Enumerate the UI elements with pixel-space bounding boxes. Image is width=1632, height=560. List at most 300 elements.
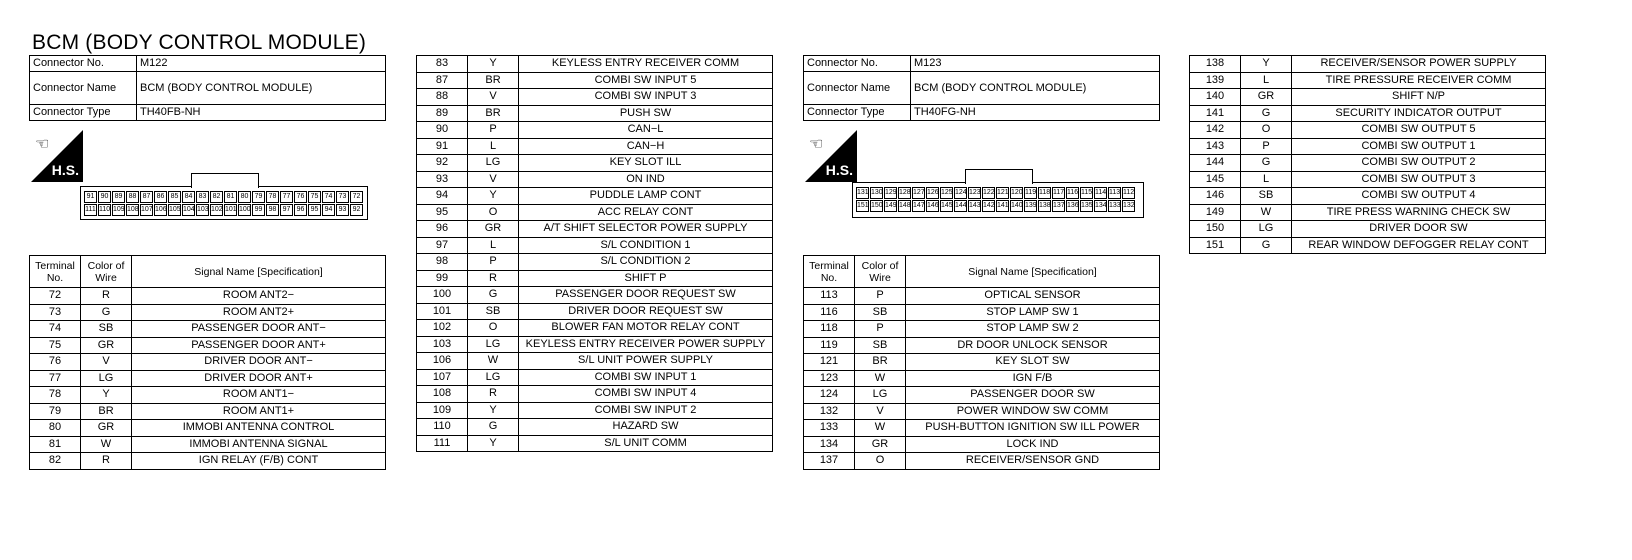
signal-name: KEYLESS ENTRY RECEIVER COMM (519, 56, 773, 73)
table-row (30, 370, 386, 387)
wire-color: O (1241, 122, 1292, 139)
wire-color: P (468, 254, 519, 271)
pin-cell: 92 (350, 204, 363, 216)
pin-cell: 134 (1094, 200, 1107, 212)
table-row (417, 237, 773, 254)
terminal-number: 119 (804, 337, 855, 354)
table-row (1190, 72, 1546, 89)
table-row (1190, 56, 1546, 73)
terminal-number: 73 (30, 304, 81, 321)
signal-name: ROOM ANT2− (132, 288, 386, 305)
pin-cell: 127 (912, 187, 925, 199)
table-row (417, 369, 773, 386)
signal-name: ON IND (519, 171, 773, 188)
pin-cell: 123 (968, 187, 981, 199)
pin-cell: 74 (322, 191, 335, 203)
table-row (30, 453, 386, 470)
pin-cell: 106 (154, 204, 167, 216)
table-row (1190, 89, 1546, 106)
signal-name: OPTICAL SENSOR (906, 288, 1160, 305)
table-row (30, 403, 386, 420)
pin-cell: 101 (224, 204, 237, 216)
wire-color: R (81, 288, 132, 305)
terminal-number: 123 (804, 370, 855, 387)
terminal-number: 150 (1190, 221, 1241, 238)
pin-cell: 151 (856, 200, 869, 212)
header-color: Color of Wire (81, 256, 132, 288)
signal-name: PASSENGER DOOR ANT+ (132, 337, 386, 354)
info-label: Connector Name (30, 72, 137, 105)
wire-color: LG (81, 370, 132, 387)
pin-cell: 131 (856, 187, 869, 199)
terminal-number: 118 (804, 321, 855, 338)
table-row (417, 386, 773, 403)
terminal-number: 144 (1190, 155, 1241, 172)
signal-name: COMBI SW OUTPUT 1 (1292, 138, 1546, 155)
table-row (417, 435, 773, 452)
hs-label: H.S. (51, 162, 79, 178)
signal-name: COMBI SW OUTPUT 2 (1292, 155, 1546, 172)
pin-cell: 90 (98, 191, 111, 203)
terminal-number: 102 (417, 320, 468, 337)
pin-cell: 77 (280, 191, 293, 203)
table-row (1190, 155, 1546, 172)
pin-cell: 147 (912, 200, 925, 212)
table-row (804, 321, 1160, 338)
info-value: M122 (137, 56, 386, 72)
pin-cell: 119 (1024, 187, 1037, 199)
wire-color: SB (81, 321, 132, 338)
pin-table-m122 (29, 255, 386, 470)
wire-color: O (855, 453, 906, 470)
pin-cell: 79 (252, 191, 265, 203)
signal-name: PASSENGER DOOR SW (906, 387, 1160, 404)
pin-cell: 138 (1038, 200, 1051, 212)
pin-cell: 120 (1010, 187, 1023, 199)
table-row (417, 336, 773, 353)
terminal-number: 97 (417, 237, 468, 254)
terminal-number: 107 (417, 369, 468, 386)
pin-cell: 117 (1052, 187, 1065, 199)
table-row (417, 353, 773, 370)
harness-side-icon (805, 130, 857, 182)
table-row (804, 387, 1160, 404)
wire-color: V (855, 403, 906, 420)
pin-cell: 125 (940, 187, 953, 199)
signal-name: IMMOBI ANTENNA SIGNAL (132, 436, 386, 453)
wire-color: GR (468, 221, 519, 238)
terminal-number: 89 (417, 105, 468, 122)
table-row (30, 337, 386, 354)
pin-cell: 105 (168, 204, 181, 216)
terminal-number: 151 (1190, 237, 1241, 254)
table-row (417, 122, 773, 139)
signal-name: COMBI SW OUTPUT 4 (1292, 188, 1546, 205)
wire-color: V (468, 171, 519, 188)
table-row (30, 420, 386, 437)
signal-name: DRIVER DOOR ANT+ (132, 370, 386, 387)
table-row (804, 420, 1160, 437)
table-row (417, 287, 773, 304)
terminal-number: 76 (30, 354, 81, 371)
signal-name: PUSH SW (519, 105, 773, 122)
pin-table-m123-cont (1189, 55, 1546, 254)
harness-side-icon (31, 130, 83, 182)
header-terminal: Terminal No. (30, 256, 81, 288)
pin-cell: 145 (940, 200, 953, 212)
wire-color: BR (81, 403, 132, 420)
terminal-number: 81 (30, 436, 81, 453)
pin-cell: 91 (84, 191, 97, 203)
info-value: BCM (BODY CONTROL MODULE) (911, 72, 1160, 105)
info-value: TH40FG-NH (911, 105, 1160, 121)
terminal-number: 146 (1190, 188, 1241, 205)
table-row (1190, 171, 1546, 188)
table-row (417, 138, 773, 155)
terminal-number: 79 (30, 403, 81, 420)
wire-color: G (468, 419, 519, 436)
terminal-number: 106 (417, 353, 468, 370)
pin-cell: 112 (1122, 187, 1135, 199)
table-row (30, 354, 386, 371)
terminal-number: 142 (1190, 122, 1241, 139)
terminal-number: 133 (804, 420, 855, 437)
pin-table-m123 (803, 255, 1160, 470)
table-row (417, 204, 773, 221)
pin-cell: 136 (1066, 200, 1079, 212)
terminal-number: 103 (417, 336, 468, 353)
wire-color: BR (468, 72, 519, 89)
signal-name: COMBI SW OUTPUT 5 (1292, 122, 1546, 139)
pin-cell: 124 (954, 187, 967, 199)
wire-color: SB (855, 304, 906, 321)
table-row (417, 303, 773, 320)
pin-cell: 139 (1024, 200, 1037, 212)
pin-cell: 137 (1052, 200, 1065, 212)
table-row (1190, 138, 1546, 155)
pin-cell: 140 (1010, 200, 1023, 212)
wire-color: BR (855, 354, 906, 371)
wire-color: Y (468, 435, 519, 452)
signal-name: KEY SLOT ILL (519, 155, 773, 172)
table-row (417, 171, 773, 188)
wire-color: GR (855, 436, 906, 453)
wire-color: G (1241, 155, 1292, 172)
terminal-number: 77 (30, 370, 81, 387)
signal-name: KEY SLOT SW (906, 354, 1160, 371)
pin-cell: 99 (252, 204, 265, 216)
signal-name: ROOM ANT1+ (132, 403, 386, 420)
terminal-number: 121 (804, 354, 855, 371)
signal-name: SECURITY INDICATOR OUTPUT (1292, 105, 1546, 122)
wire-color: Y (1241, 56, 1292, 73)
pin-cell: 100 (238, 204, 251, 216)
terminal-number: 96 (417, 221, 468, 238)
wire-color: LG (468, 369, 519, 386)
signal-name: STOP LAMP SW 2 (906, 321, 1160, 338)
info-label: Connector Type (804, 105, 911, 121)
signal-name: BLOWER FAN MOTOR RELAY CONT (519, 320, 773, 337)
wire-color: W (855, 420, 906, 437)
pin-cell: 96 (294, 204, 307, 216)
pin-cell: 128 (898, 187, 911, 199)
hand-icon: ☜ (35, 136, 50, 153)
terminal-number: 75 (30, 337, 81, 354)
signal-name: COMBI SW INPUT 3 (519, 89, 773, 106)
pin-cell: 75 (308, 191, 321, 203)
pin-cell: 113 (1108, 187, 1121, 199)
connector-m122-diagram (80, 186, 368, 220)
info-label: Connector No. (804, 56, 911, 72)
wire-color: Y (468, 402, 519, 419)
terminal-number: 132 (804, 403, 855, 420)
header-signal: Signal Name [Specification] (132, 256, 386, 288)
pin-cell: 115 (1080, 187, 1093, 199)
signal-name: CAN−H (519, 138, 773, 155)
terminal-number: 124 (804, 387, 855, 404)
signal-name: COMBI SW OUTPUT 3 (1292, 171, 1546, 188)
wire-color: LG (468, 155, 519, 172)
table-row (1190, 221, 1546, 238)
wire-color: Y (468, 188, 519, 205)
terminal-number: 145 (1190, 171, 1241, 188)
terminal-number: 78 (30, 387, 81, 404)
table-row (804, 288, 1160, 305)
pin-cell: 80 (238, 191, 251, 203)
table-row (804, 337, 1160, 354)
wire-color: P (1241, 138, 1292, 155)
pin-cell: 84 (182, 191, 195, 203)
pin-cell: 130 (870, 187, 883, 199)
terminal-number: 139 (1190, 72, 1241, 89)
wire-color: LG (1241, 221, 1292, 238)
pin-cell: 83 (196, 191, 209, 203)
table-row (417, 155, 773, 172)
pin-cell: 149 (884, 200, 897, 212)
pin-cell: 82 (210, 191, 223, 203)
signal-name: COMBI SW INPUT 4 (519, 386, 773, 403)
pin-cell: 114 (1094, 187, 1107, 199)
signal-name: PASSENGER DOOR REQUEST SW (519, 287, 773, 304)
table-row (1190, 237, 1546, 254)
terminal-number: 82 (30, 453, 81, 470)
terminal-number: 98 (417, 254, 468, 271)
connector-info-m122 (29, 55, 386, 121)
wire-color: SB (468, 303, 519, 320)
table-row (417, 270, 773, 287)
terminal-number: 134 (804, 436, 855, 453)
info-value: BCM (BODY CONTROL MODULE) (137, 72, 386, 105)
table-row (30, 387, 386, 404)
pin-cell: 141 (996, 200, 1009, 212)
table-row (417, 188, 773, 205)
pin-cell: 148 (898, 200, 911, 212)
wire-color: Y (468, 56, 519, 73)
wire-color: SB (1241, 188, 1292, 205)
hs-label: H.S. (825, 162, 853, 178)
terminal-number: 95 (417, 204, 468, 221)
table-row (804, 354, 1160, 371)
info-label: Connector No. (30, 56, 137, 72)
pin-cell: 121 (996, 187, 1009, 199)
terminal-number: 100 (417, 287, 468, 304)
pin-cell: 78 (266, 191, 279, 203)
signal-name: RECEIVER/SENSOR GND (906, 453, 1160, 470)
signal-name: PUDDLE LAMP CONT (519, 188, 773, 205)
pin-cell: 107 (140, 204, 153, 216)
signal-name: IMMOBI ANTENNA CONTROL (132, 420, 386, 437)
terminal-number: 140 (1190, 89, 1241, 106)
table-row (417, 254, 773, 271)
signal-name: COMBI SW INPUT 5 (519, 72, 773, 89)
wire-color: W (1241, 204, 1292, 221)
pin-cell: 143 (968, 200, 981, 212)
pin-cell: 93 (336, 204, 349, 216)
signal-name: LOCK IND (906, 436, 1160, 453)
pin-cell: 108 (126, 204, 139, 216)
signal-name: KEYLESS ENTRY RECEIVER POWER SUPPLY (519, 336, 773, 353)
table-row (417, 89, 773, 106)
pin-cell: 146 (926, 200, 939, 212)
wire-color: O (468, 320, 519, 337)
signal-name: PUSH-BUTTON IGNITION SW ILL POWER (906, 420, 1160, 437)
wire-color: G (468, 287, 519, 304)
pin-cell: 94 (322, 204, 335, 216)
terminal-number: 87 (417, 72, 468, 89)
header-terminal: Terminal No. (804, 256, 855, 288)
wire-color: L (468, 237, 519, 254)
connector-info-m123 (803, 55, 1160, 121)
wire-color: G (1241, 105, 1292, 122)
signal-name: HAZARD SW (519, 419, 773, 436)
wire-color: W (468, 353, 519, 370)
pin-cell: 95 (308, 204, 321, 216)
pin-cell: 97 (280, 204, 293, 216)
connector-m123-diagram (852, 182, 1144, 218)
info-label: Connector Type (30, 105, 137, 121)
signal-name: S/L UNIT POWER SUPPLY (519, 353, 773, 370)
terminal-number: 83 (417, 56, 468, 73)
terminal-number: 109 (417, 402, 468, 419)
terminal-number: 88 (417, 89, 468, 106)
pin-cell: 89 (112, 191, 125, 203)
pin-cell: 132 (1122, 200, 1135, 212)
wire-color: O (468, 204, 519, 221)
pin-cell: 133 (1108, 200, 1121, 212)
wire-color: R (81, 453, 132, 470)
table-row (30, 436, 386, 453)
info-value: TH40FB-NH (137, 105, 386, 121)
terminal-number: 137 (804, 453, 855, 470)
signal-name: DRIVER DOOR ANT− (132, 354, 386, 371)
pin-table-m122-cont (416, 55, 773, 452)
terminal-number: 110 (417, 419, 468, 436)
pin-cell: 72 (350, 191, 363, 203)
table-row (417, 56, 773, 73)
signal-name: DRIVER DOOR SW (1292, 221, 1546, 238)
signal-name: ROOM ANT2+ (132, 304, 386, 321)
signal-name: TIRE PRESSURE RECEIVER COMM (1292, 72, 1546, 89)
signal-name: SHIFT N/P (1292, 89, 1546, 106)
header-color: Color of Wire (855, 256, 906, 288)
signal-name: ROOM ANT1− (132, 387, 386, 404)
terminal-number: 143 (1190, 138, 1241, 155)
pin-cell: 104 (182, 204, 195, 216)
table-row (30, 304, 386, 321)
signal-name: COMBI SW INPUT 1 (519, 369, 773, 386)
table-row (417, 72, 773, 89)
terminal-number: 99 (417, 270, 468, 287)
wire-color: G (1241, 237, 1292, 254)
signal-name: POWER WINDOW SW COMM (906, 403, 1160, 420)
pin-cell: 144 (954, 200, 967, 212)
table-row (417, 402, 773, 419)
wire-color: L (468, 138, 519, 155)
signal-name: PASSENGER DOOR ANT− (132, 321, 386, 338)
wire-color: R (468, 386, 519, 403)
wire-color: G (81, 304, 132, 321)
pin-cell: 76 (294, 191, 307, 203)
pin-cell: 126 (926, 187, 939, 199)
wire-color: GR (1241, 89, 1292, 106)
terminal-number: 92 (417, 155, 468, 172)
table-row (417, 320, 773, 337)
pin-cell: 102 (210, 204, 223, 216)
pin-cell: 73 (336, 191, 349, 203)
table-row (1190, 105, 1546, 122)
pin-cell: 81 (224, 191, 237, 203)
signal-name: S/L UNIT COMM (519, 435, 773, 452)
pin-cell: 98 (266, 204, 279, 216)
terminal-number: 141 (1190, 105, 1241, 122)
wire-color: GR (81, 420, 132, 437)
header-signal: Signal Name [Specification] (906, 256, 1160, 288)
wire-color: V (81, 354, 132, 371)
table-row (30, 288, 386, 305)
signal-name: STOP LAMP SW 1 (906, 304, 1160, 321)
terminal-number: 116 (804, 304, 855, 321)
signal-name: IGN F/B (906, 370, 1160, 387)
table-row (30, 321, 386, 338)
wire-color: W (81, 436, 132, 453)
table-row (804, 403, 1160, 420)
signal-name: CAN−L (519, 122, 773, 139)
pin-cell: 103 (196, 204, 209, 216)
terminal-number: 149 (1190, 204, 1241, 221)
table-row (1190, 204, 1546, 221)
pin-cell: 109 (112, 204, 125, 216)
signal-name: ACC RELAY CONT (519, 204, 773, 221)
wire-color: V (468, 89, 519, 106)
wire-color: Y (81, 387, 132, 404)
wire-color: P (855, 321, 906, 338)
wire-color: BR (468, 105, 519, 122)
wire-color: LG (468, 336, 519, 353)
table-row (804, 436, 1160, 453)
signal-name: S/L CONDITION 2 (519, 254, 773, 271)
table-row (417, 105, 773, 122)
signal-name: REAR WINDOW DEFOGGER RELAY CONT (1292, 237, 1546, 254)
pin-cell: 122 (982, 187, 995, 199)
info-value: M123 (911, 56, 1160, 72)
table-row (1190, 188, 1546, 205)
terminal-number: 94 (417, 188, 468, 205)
terminal-number: 91 (417, 138, 468, 155)
signal-name: SHIFT P (519, 270, 773, 287)
wire-color: W (855, 370, 906, 387)
table-row (804, 304, 1160, 321)
wire-color: SB (855, 337, 906, 354)
